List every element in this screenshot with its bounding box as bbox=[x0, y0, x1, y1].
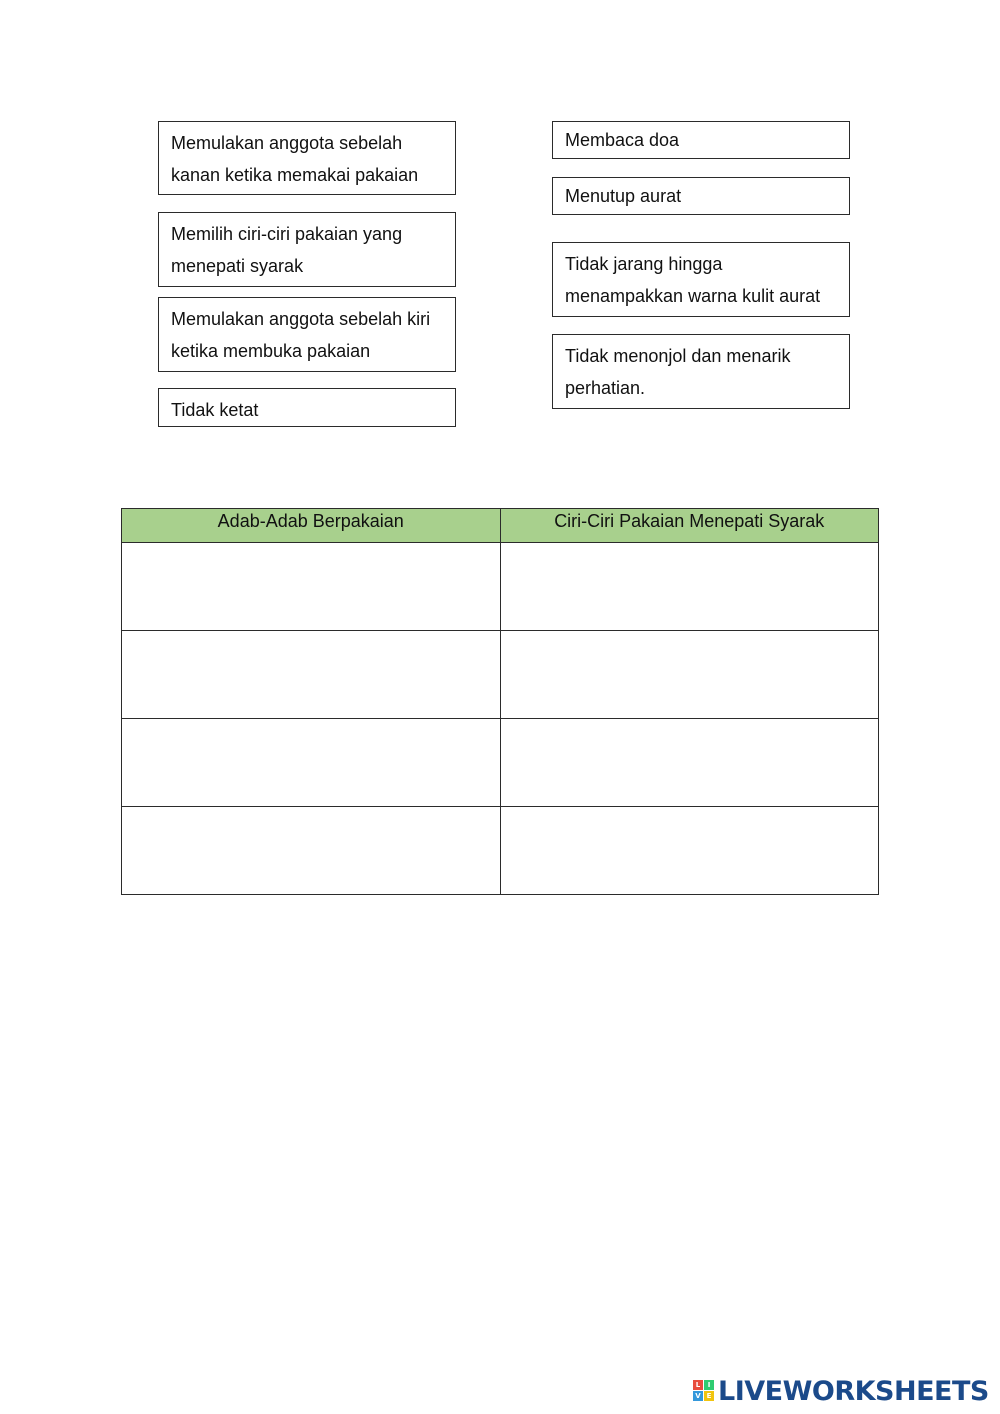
answer-card[interactable] bbox=[158, 297, 456, 372]
logo-text: LIVEWORKSHEETS bbox=[718, 1375, 989, 1407]
card-text-line: Tidak menonjol dan menarik bbox=[565, 346, 791, 366]
drop-zone[interactable] bbox=[500, 719, 879, 807]
card-text-line: Memulakan anggota sebelah bbox=[171, 133, 403, 153]
column-header-ciri: Ciri-Ciri Pakaian Menepati Syarak bbox=[500, 509, 879, 543]
answer-card[interactable] bbox=[158, 121, 456, 195]
drop-zone[interactable] bbox=[122, 543, 501, 631]
table-header-row bbox=[122, 509, 879, 543]
card-text-line: Menutup aurat bbox=[565, 186, 682, 206]
column-header-adab: Adab-Adab Berpakaian bbox=[122, 509, 501, 543]
table-row bbox=[122, 807, 879, 895]
answer-card[interactable] bbox=[158, 212, 456, 287]
liveworksheets-logo bbox=[693, 1377, 989, 1405]
card-text-line: kanan ketika memakai pakaian bbox=[171, 165, 419, 185]
drop-zone[interactable] bbox=[122, 631, 501, 719]
logo-mark-cell: E bbox=[704, 1391, 714, 1401]
table-row bbox=[122, 631, 879, 719]
card-text-line: perhatian. bbox=[565, 378, 646, 398]
card-text-line: Membaca doa bbox=[565, 130, 680, 150]
answer-card[interactable] bbox=[158, 388, 456, 427]
drop-zone[interactable] bbox=[500, 543, 879, 631]
card-text-line: menampakkan warna kulit aurat bbox=[565, 286, 821, 306]
sorting-table bbox=[121, 508, 879, 895]
card-text-line: Tidak ketat bbox=[171, 400, 259, 420]
table-row bbox=[122, 719, 879, 807]
card-text-line: Memulakan anggota sebelah kiri bbox=[171, 309, 431, 329]
answer-card[interactable] bbox=[552, 177, 850, 215]
drop-zone[interactable] bbox=[122, 807, 501, 895]
card-text-line: ketika membuka pakaian bbox=[171, 341, 371, 361]
answer-card[interactable] bbox=[552, 121, 850, 159]
liveworksheets-logo-icon bbox=[693, 1380, 715, 1402]
drop-zone[interactable] bbox=[500, 807, 879, 895]
logo-mark-cell: I bbox=[704, 1380, 714, 1390]
logo-mark-cell: V bbox=[693, 1391, 703, 1401]
table-row bbox=[122, 543, 879, 631]
card-text-line: Tidak jarang hingga bbox=[565, 254, 723, 274]
answer-card[interactable] bbox=[552, 242, 850, 317]
answer-card[interactable] bbox=[552, 334, 850, 409]
card-text-line: menepati syarak bbox=[171, 256, 304, 276]
drop-zone[interactable] bbox=[500, 631, 879, 719]
drop-zone[interactable] bbox=[122, 719, 501, 807]
card-text-line: Memilih ciri-ciri pakaian yang bbox=[171, 224, 403, 244]
logo-mark-cell: L bbox=[693, 1380, 703, 1390]
